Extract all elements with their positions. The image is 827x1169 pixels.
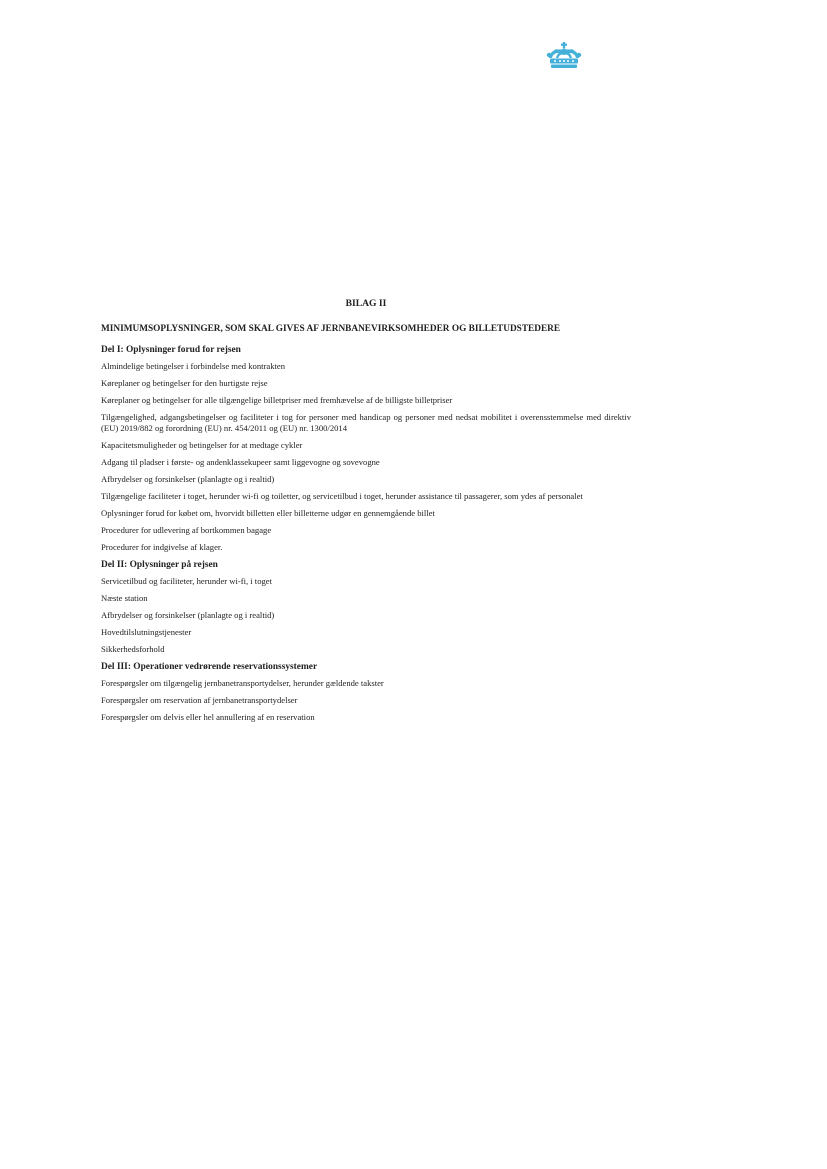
section-2 [101,559,631,655]
document-body [101,298,631,729]
list-item: Hovedtilslutningstjenester [101,627,192,637]
list-item: Afbrydelser og forsinkelser (planlagte og i realtid) [101,474,275,484]
list-item: Sikkerhedsforhold [101,644,165,654]
list-item: Servicetilbud og faciliteter, herunder wi-fi, i toget [101,576,272,586]
list-item: Tilgængelighed, adgangsbetingelser og faciliteter i tog for personer med handicap og personer med nedsat mobilitet i overensstemmelse med direktiv (EU) 2019/882 og forordning (EU) nr. 454/2011 og (EU) nr. 1300/2014 [101,412,631,433]
section-heading: Del II: Oplysninger på rejsen [101,560,218,570]
document-title: BILAG II [345,298,387,309]
list-item: Procedurer for indgivelse af klager. [101,542,223,552]
list-item: Næste station [101,593,148,603]
crown-logo-icon [546,42,582,70]
list-item: Afbrydelser og forsinkelser (planlagte og i realtid) [101,610,275,620]
list-item: Procedurer for udlevering af bortkommen bagage [101,525,272,535]
list-item: Forespørgsler om reservation af jernbanetransportydelser [101,695,298,705]
list-item: Forespørgsler om delvis eller hel annullering af en reservation [101,712,315,722]
list-item: Køreplaner og betingelser for den hurtigste rejse [101,378,268,388]
list-item: Almindelige betingelser i forbindelse med kontrakten [101,361,285,371]
document-subtitle: MINIMUMSOPLYSNINGER, SOM SKAL GIVES AF JERNBANEVIRKSOMHEDER OG BILLETUDSTEDERE [101,324,561,334]
sections-container [101,344,631,723]
section-3 [101,661,631,723]
list-item: Adgang til pladser i første- og andenklassekupeer samt liggevogne og sovevogne [101,457,380,467]
section-1 [101,344,631,553]
list-item: Oplysninger forud for købet om, hvorvidt billetten eller billetterne udgør en gennemgående billet [101,508,435,518]
list-item: Køreplaner og betingelser for alle tilgængelige billetpriser med fremhævelse af de billigste billetpriser [101,395,453,405]
list-item: Tilgængelige faciliteter i toget, herunder wi-fi og toiletter, og servicetilbud i toget, herunder assistance til passagerer, som ydes af personalet [101,491,583,501]
section-heading: Del I: Oplysninger forud for rejsen [101,345,241,355]
list-item: Forespørgsler om tilgængelig jernbanetransportydelser, herunder gældende takster [101,678,384,688]
section-heading: Del III: Operationer vedrørende reservationssystemer [101,662,318,672]
list-item: Kapacitetsmuligheder og betingelser for at medtage cykler [101,440,303,450]
